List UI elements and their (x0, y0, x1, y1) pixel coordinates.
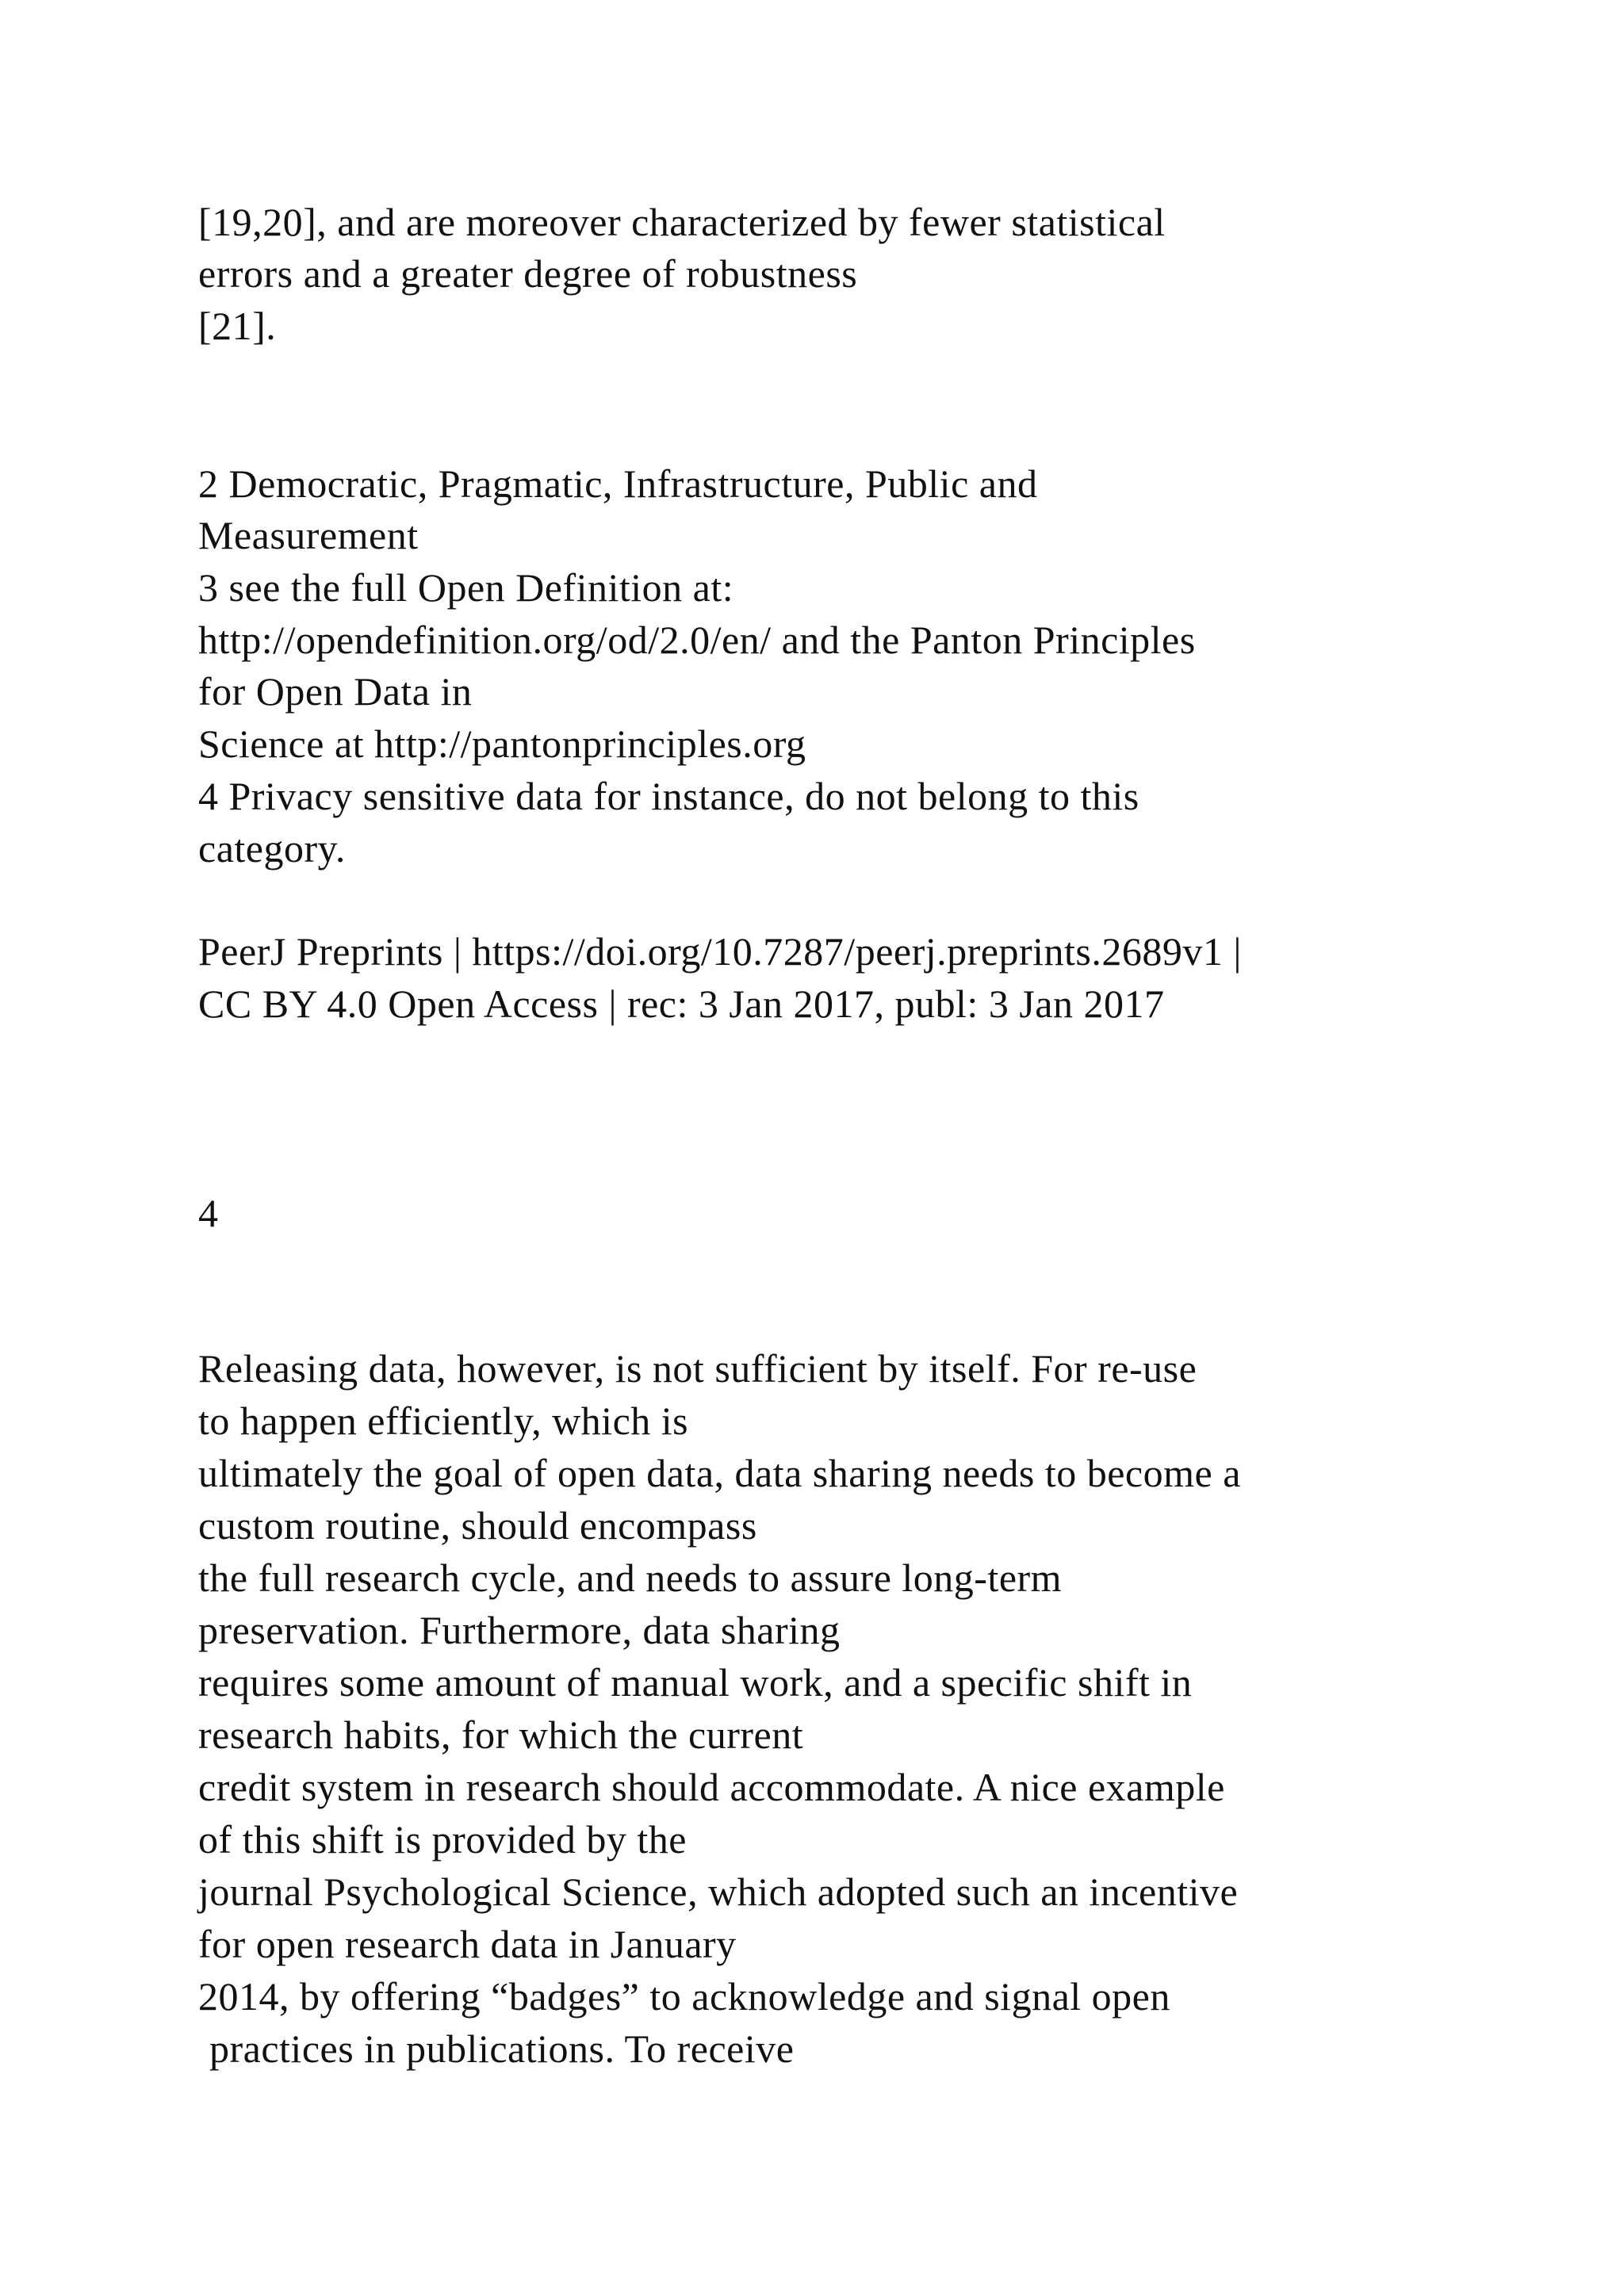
preprint-footer-line: PeerJ Preprints | https://doi.org/10.7287/peerj.preprints.2689v1 | (198, 929, 1242, 974)
footnote-line: 2 Democratic, Pragmatic, Infrastructure, Public and (198, 461, 1038, 506)
body-line: the full research cycle, and needs to assure long-term (198, 1556, 1063, 1600)
body-line: practices in publications. To receive (209, 2026, 795, 2071)
body-line: credit system in research should accommodate. A nice example (198, 1765, 1225, 1809)
text-line: [21]. (198, 304, 277, 348)
body-line: ultimately the goal of open data, data sharing needs to become a (198, 1451, 1241, 1495)
body-line: requires some amount of manual work, and a specific shift in (198, 1660, 1193, 1705)
text-line: [19,20], and are moreover characterized by fewer statistical (198, 200, 1166, 244)
footnote-line: category. (198, 826, 346, 871)
page-number: 4 (198, 1191, 219, 1235)
footnote-line: 3 see the full Open Definition at: (198, 565, 734, 610)
footnote-line: Science at http://pantonprinciples.org (198, 721, 806, 766)
footnote-line: for Open Data in (198, 669, 473, 714)
footnote-line: http://opendefinition.org/od/2.0/en/ and the Panton Principles (198, 618, 1196, 662)
body-line: custom routine, should encompass (198, 1503, 757, 1548)
body-line: preservation. Furthermore, data sharing (198, 1608, 841, 1652)
footnote-line: Measurement (198, 513, 419, 557)
body-line: research habits, for which the current (198, 1712, 804, 1757)
body-line: to happen efficiently, which is (198, 1399, 689, 1443)
body-line: for open research data in January (198, 1922, 737, 1966)
footnote-line: 4 Privacy sensitive data for instance, do not belong to this (198, 774, 1139, 818)
body-line: 2014, by offering “badges” to acknowledge and signal open (198, 1974, 1170, 2019)
preprint-footer-line: CC BY 4.0 Open Access | rec: 3 Jan 2017, publ: 3 Jan 2017 (198, 982, 1165, 1026)
body-line: of this shift is provided by the (198, 1817, 687, 1862)
text-line: errors and a greater degree of robustness (198, 251, 858, 296)
body-line: Releasing data, however, is not sufficient by itself. For re-use (198, 1346, 1197, 1391)
body-line: journal Psychological Science, which adopted such an incentive (198, 1869, 1239, 1914)
